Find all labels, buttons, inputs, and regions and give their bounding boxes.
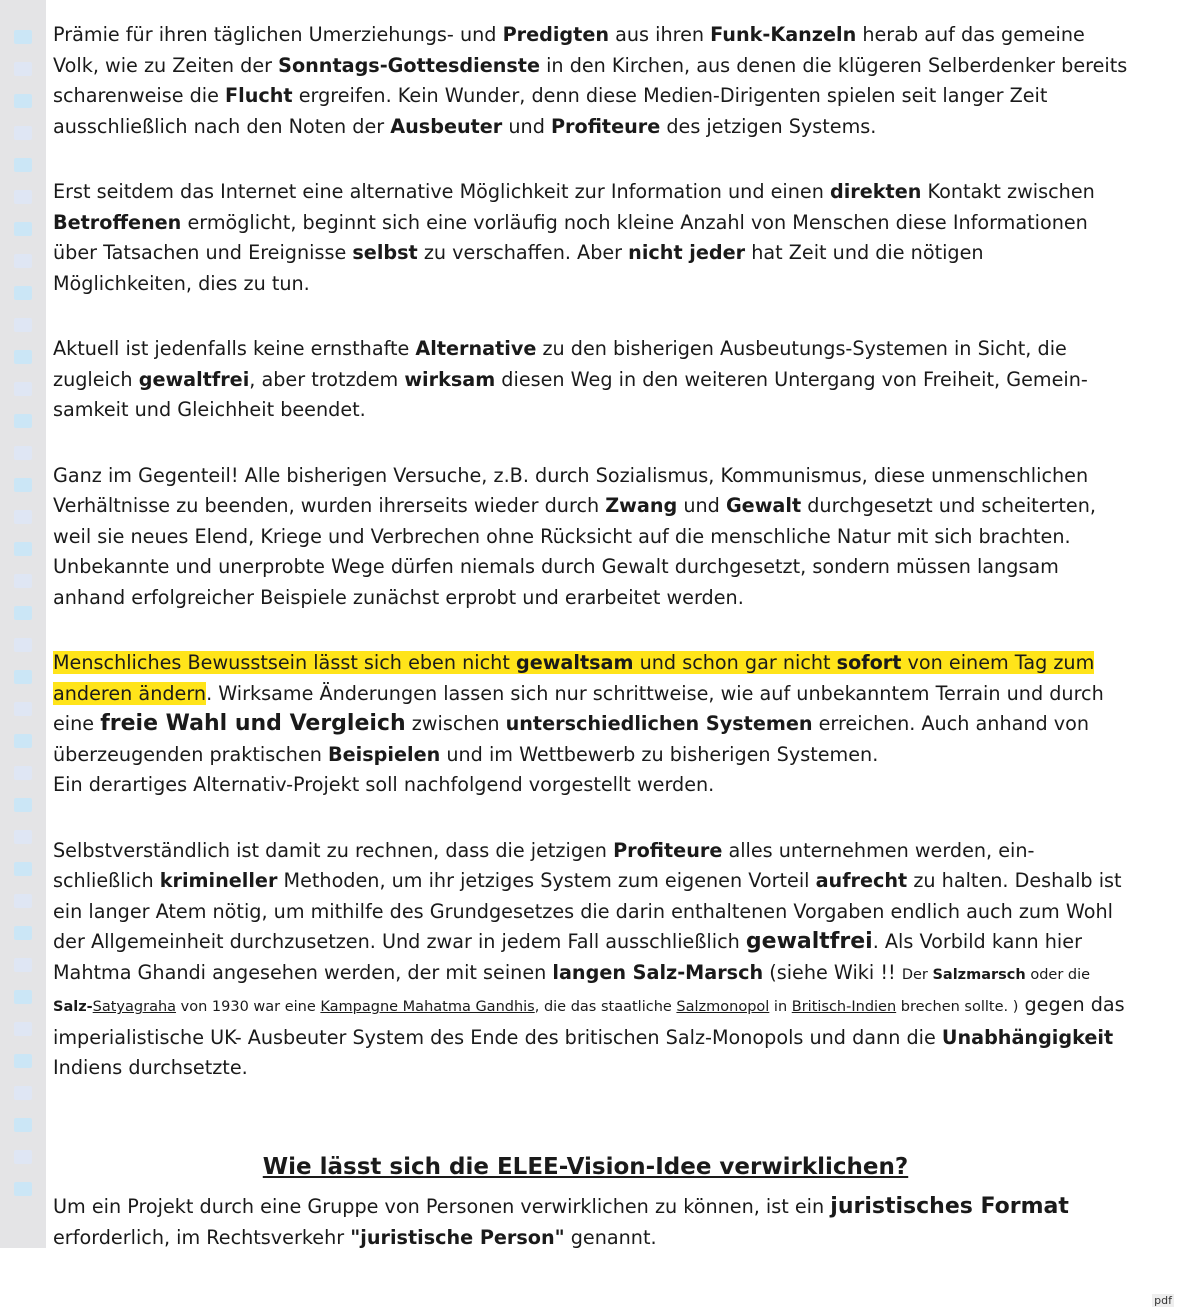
margin-marker [14,606,32,620]
margin-marker [14,158,32,172]
margin-marker [14,62,32,76]
margin-marker [14,350,32,364]
margin-marker [14,126,32,140]
paragraph-3: Aktuell ist jedenfalls keine ernsthafte Alternative zu den bisherigen Ausbeutungs-Systemen in Sicht, die zugleich gewaltfrei, aber trotzdem wirksam diesen Weg in den weiteren Untergang von Freiheit, Gemein-samkeit und Gleichheit beendet. [53,337,1088,421]
margin-marker [14,830,32,844]
margin-marker [14,958,32,972]
document-body [53,20,1128,1288]
margin-marker [14,1150,32,1164]
link-britisch-indien[interactable]: Britisch-Indien [791,999,897,1015]
margin-marker [14,766,32,780]
wiki-quote: Der Salzmarsch oder die Salz-Satyagraha von 1930 war eine Kampagne Mahatma Gandhis, die das staatliche Salzmonopol in Britisch-Indien brechen sollte. ) [53,966,1091,1015]
paragraph-final: Um ein Projekt durch eine Gruppe von Personen verwirklichen zu können, ist ein juristisches Format erforderlich, im Rechtsverkehr "juristische Person" genannt. [53,1194,1069,1249]
highlighted-text: Menschliches Bewusstsein lässt sich eben nicht gewaltsam und schon gar nicht sofort von einem Tag zum anderen ändern [53,651,1095,705]
margin-marker [14,414,32,428]
margin-marker [14,94,32,108]
margin-marker [14,1086,32,1100]
margin-marker [14,254,32,268]
margin-marker [14,1182,32,1196]
margin-marker [14,894,32,908]
link-satyagraha[interactable]: Satyagraha [92,999,177,1015]
margin-marker [14,862,32,876]
margin-marker [14,1054,32,1068]
margin-marker [14,382,32,396]
margin-marker [14,1022,32,1036]
margin-marker [14,638,32,652]
margin-marker [14,190,32,204]
paragraph-1: Prämie für ihren täglichen Umerziehungs- und Predigten aus ihren Funk-Kanzeln herab auf das gemeine Volk, wie zu Zeiten der Sonntags-Gottesdienste in den Kirchen, aus denen die klügeren Selberdenker bereits scharenweise die Flucht ergreifen. Kein Wunder, denn diese Medien-Dirigenten spielen seit langer Zeit ausschließlich nach den Noten der Ausbeuter und Profiteure des jetzigen Systems. [53,23,1128,138]
margin-marker [14,1118,32,1132]
margin-marker [14,990,32,1004]
margin-marker [14,798,32,812]
paragraph-4: Ganz im Gegenteil! Alle bisherigen Versuche, z.B. durch Sozialismus, Kommunismus, diese unmenschlichen Verhältnisse zu beenden, wurden ihrerseits wieder durch Zwang und Gewalt durchgesetzt und scheiterten, weil sie neues Elend, Kriege und Verbrechen ohne Rücksicht auf die menschliche Natur mit sich brachten. Unbekannte und unerprobte Wege dürfen niemals durch Gewalt durchgesetzt, sondern müssen langsam anhand erfolgreicher Beispiele zunächst erprobt und erarbeitet werden. [53,463,1096,609]
paragraph-5: Menschliches Bewusstsein lässt sich eben nicht gewaltsam und schon gar nicht sofort von einem Tag zum anderen ändern. Wirksame Änderungen lassen sich nur schrittweise, wie auf unbekanntem Terrain und durch eine freie Wahl und Vergleich zwischen unterschiedlichen Systemen erreichen. Auch anhand von überzeugenden praktischen Beispielen und im Wettbewerb zu bisherigen Systemen. Ein derartiges Alternativ-Projekt soll nachfolgend vorgestellt werden. [53,651,1104,796]
left-margin-strip [0,0,46,1248]
margin-marker [14,446,32,460]
margin-marker [14,734,32,748]
margin-marker [14,542,32,556]
margin-marker [14,574,32,588]
link-salzmonopol[interactable]: Salzmonopol [676,999,770,1015]
margin-marker [14,702,32,716]
margin-marker [14,670,32,684]
section-heading: Wie lässt sich die ELEE-Vision-Idee verwirklichen? [262,1153,909,1180]
margin-marker [14,30,32,44]
pdf-mark: pdf [1154,1294,1172,1307]
margin-marker [14,478,32,492]
margin-marker [14,222,32,236]
margin-marker [14,318,32,332]
link-kampagne[interactable]: Kampagne Mahatma Gandhis [320,999,535,1015]
paragraph-6: Selbstverständlich ist damit zu rechnen, dass die jetzigen Profiteure alles unternehmen werden, ein-schließlich krimineller Methoden, um ihr jetziges System zum eigenen Vorteil aufrecht zu halten. Deshalb ist ein langer Atem nötig, um mithilfe des Grundgesetzes die darin enthaltenen Vorgaben endlich auch zum Wohl der Allgemeinheit durchzusetzen. Und zwar in jedem Fall ausschließlich gewaltfrei. Als Vorbild kann hier Mahtma Ghandi angesehen werden, der mit seinen langen Salz-Marsch (siehe Wiki !! Der Salzmarsch oder die Salz-Satyagraha von 1930 war eine Kampagne Mahatma Gandhis, die das staatliche Salzmonopol in Britisch-Indien brechen sollte. ) gegen das imperialistische UK- Ausbeuter System des Ende des britischen Salz-Monopols und dann die Unabhängigkeit Indiens durchsetzte. [53,838,1125,1079]
margin-marker [14,926,32,940]
margin-marker [14,286,32,300]
paragraph-2: Erst seitdem das Internet eine alternative Möglichkeit zur Information und einen direkten Kontakt zwischen Betroffenen ermöglicht, beginnt sich eine vorläufig noch kleine Anzahl von Menschen diese Informationen über Tatsachen und Ereignisse selbst zu verschaffen. Aber nicht jeder hat Zeit und die nötigen Möglichkeiten, dies zu tun. [53,180,1095,295]
margin-marker [14,510,32,524]
